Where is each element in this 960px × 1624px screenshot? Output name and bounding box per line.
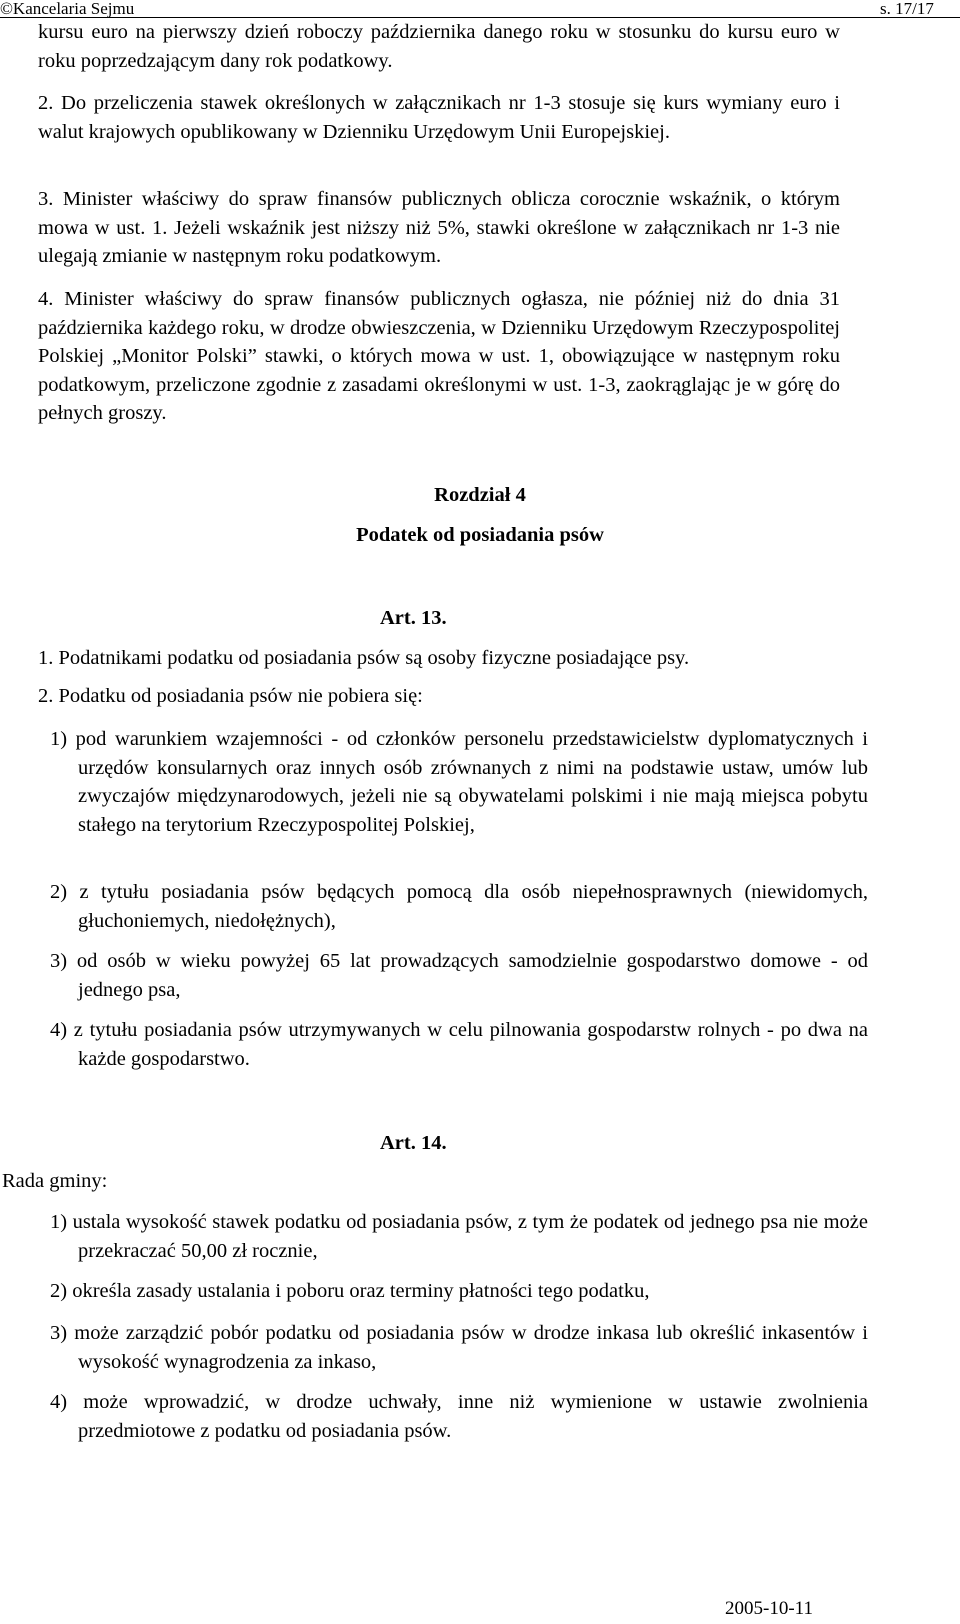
article-13-heading: Art. 13. [380,607,447,629]
article-13-item-1: 1) pod warunkiem wzajemności - od członków personelu przedstawicielstw dyplomatycznych i urzędów konsularnych oraz innych osób zrównanych z nimi na podstawie ustaw, umów lub zwyczajów międzynarodowych, jeżeli nie są obywatelami polskimi i nie mają miejsca pobytu stałego na terytorium Rzeczypospolitej Polskiej, [50,728,868,836]
article-13-para-2: 2. Podatku od posiadania psów nie pobiera się: [38,685,423,707]
article-14-item-2: 2) określa zasady ustalania i poboru oraz terminy płatności tego podatku, [50,1280,650,1302]
article-14-item-3: 3) może zarządzić pobór podatku od posiadania psów w drodze inkasa lub określić inkasentów i wysokość wynagrodzenia za inkaso, [50,1322,868,1373]
article-14-item-1: 1) ustala wysokość stawek podatku od posiadania psów, z tym że podatek od jednego psa nie może przekraczać 50,00 zł rocznie, [50,1211,868,1262]
article-13-item-2: 2) z tytułu posiadania psów będących pomocą dla osób niepełnosprawnych (niewidomych, głuchoniemych, niedołężnych), [50,881,868,932]
page-number: s. 17/17 [880,0,934,18]
article-13-item-3: 3) od osób w wieku powyżej 65 lat prowadzących samodzielnie gospodarstwo domowe - od jednego psa, [50,950,868,1001]
paragraph-4: 4. Minister właściwy do spraw finansów publicznych ogłasza, nie później niż do dnia 31 października każdego roku, w drodze obwieszczenia, w Dzienniku Urzędowym Rzeczypospolitej Polskiej „Monitor Polski” stawki, o których mowa w ust. 1, obowiązujące w następnym roku podatkowym, przeliczone zgodnie z zasadami określonymi w ust. 1-3, zaokrąglając je w górę do pełnych groszy. [38,288,840,424]
chapter-number: Rozdział 4 [434,484,526,506]
article-13-item-4: 4) z tytułu posiadania psów utrzymywanych w celu pilnowania gospodarstw rolnych - po dwa na każde gospodarstwo. [50,1019,868,1070]
paragraph-2: 2. Do przeliczenia stawek określonych w załącznikach nr 1-3 stosuje się kurs wymiany euro i walut krajowych opublikowany w Dzienniku Urzędowym Unii Europejskiej. [38,92,840,143]
article-13-para-1: 1. Podatnikami podatku od posiadania psów są osoby fizyczne posiadające psy. [38,647,690,669]
footer-date: 2005-10-11 [725,1598,813,1619]
intro-continuation: kursu euro na pierwszy dzień roboczy października danego roku w stosunku do kursu euro w roku poprzedzającym dany rok podatkowy. [38,21,840,72]
article-14-item-4: 4) może wprowadzić, w drodze uchwały, inne niż wymienione w ustawie zwolnienia przedmiotowe z podatku od posiadania psów. [50,1391,868,1442]
article-14-heading: Art. 14. [380,1132,447,1154]
paragraph-3: 3. Minister właściwy do spraw finansów publicznych oblicza corocznie wskaźnik, o którym mowa w ust. 1. Jeżeli wskaźnik jest niższy niż 5%, stawki określone w załącznikach nr 1-3 nie ulegają zmianie w następnym roku podatkowym. [38,188,840,267]
page-header-left: ©Kancelaria Sejmu [0,0,135,18]
chapter-title: Podatek od posiadania psów [356,524,604,546]
article-14-label: Rada gminy: [2,1170,108,1192]
